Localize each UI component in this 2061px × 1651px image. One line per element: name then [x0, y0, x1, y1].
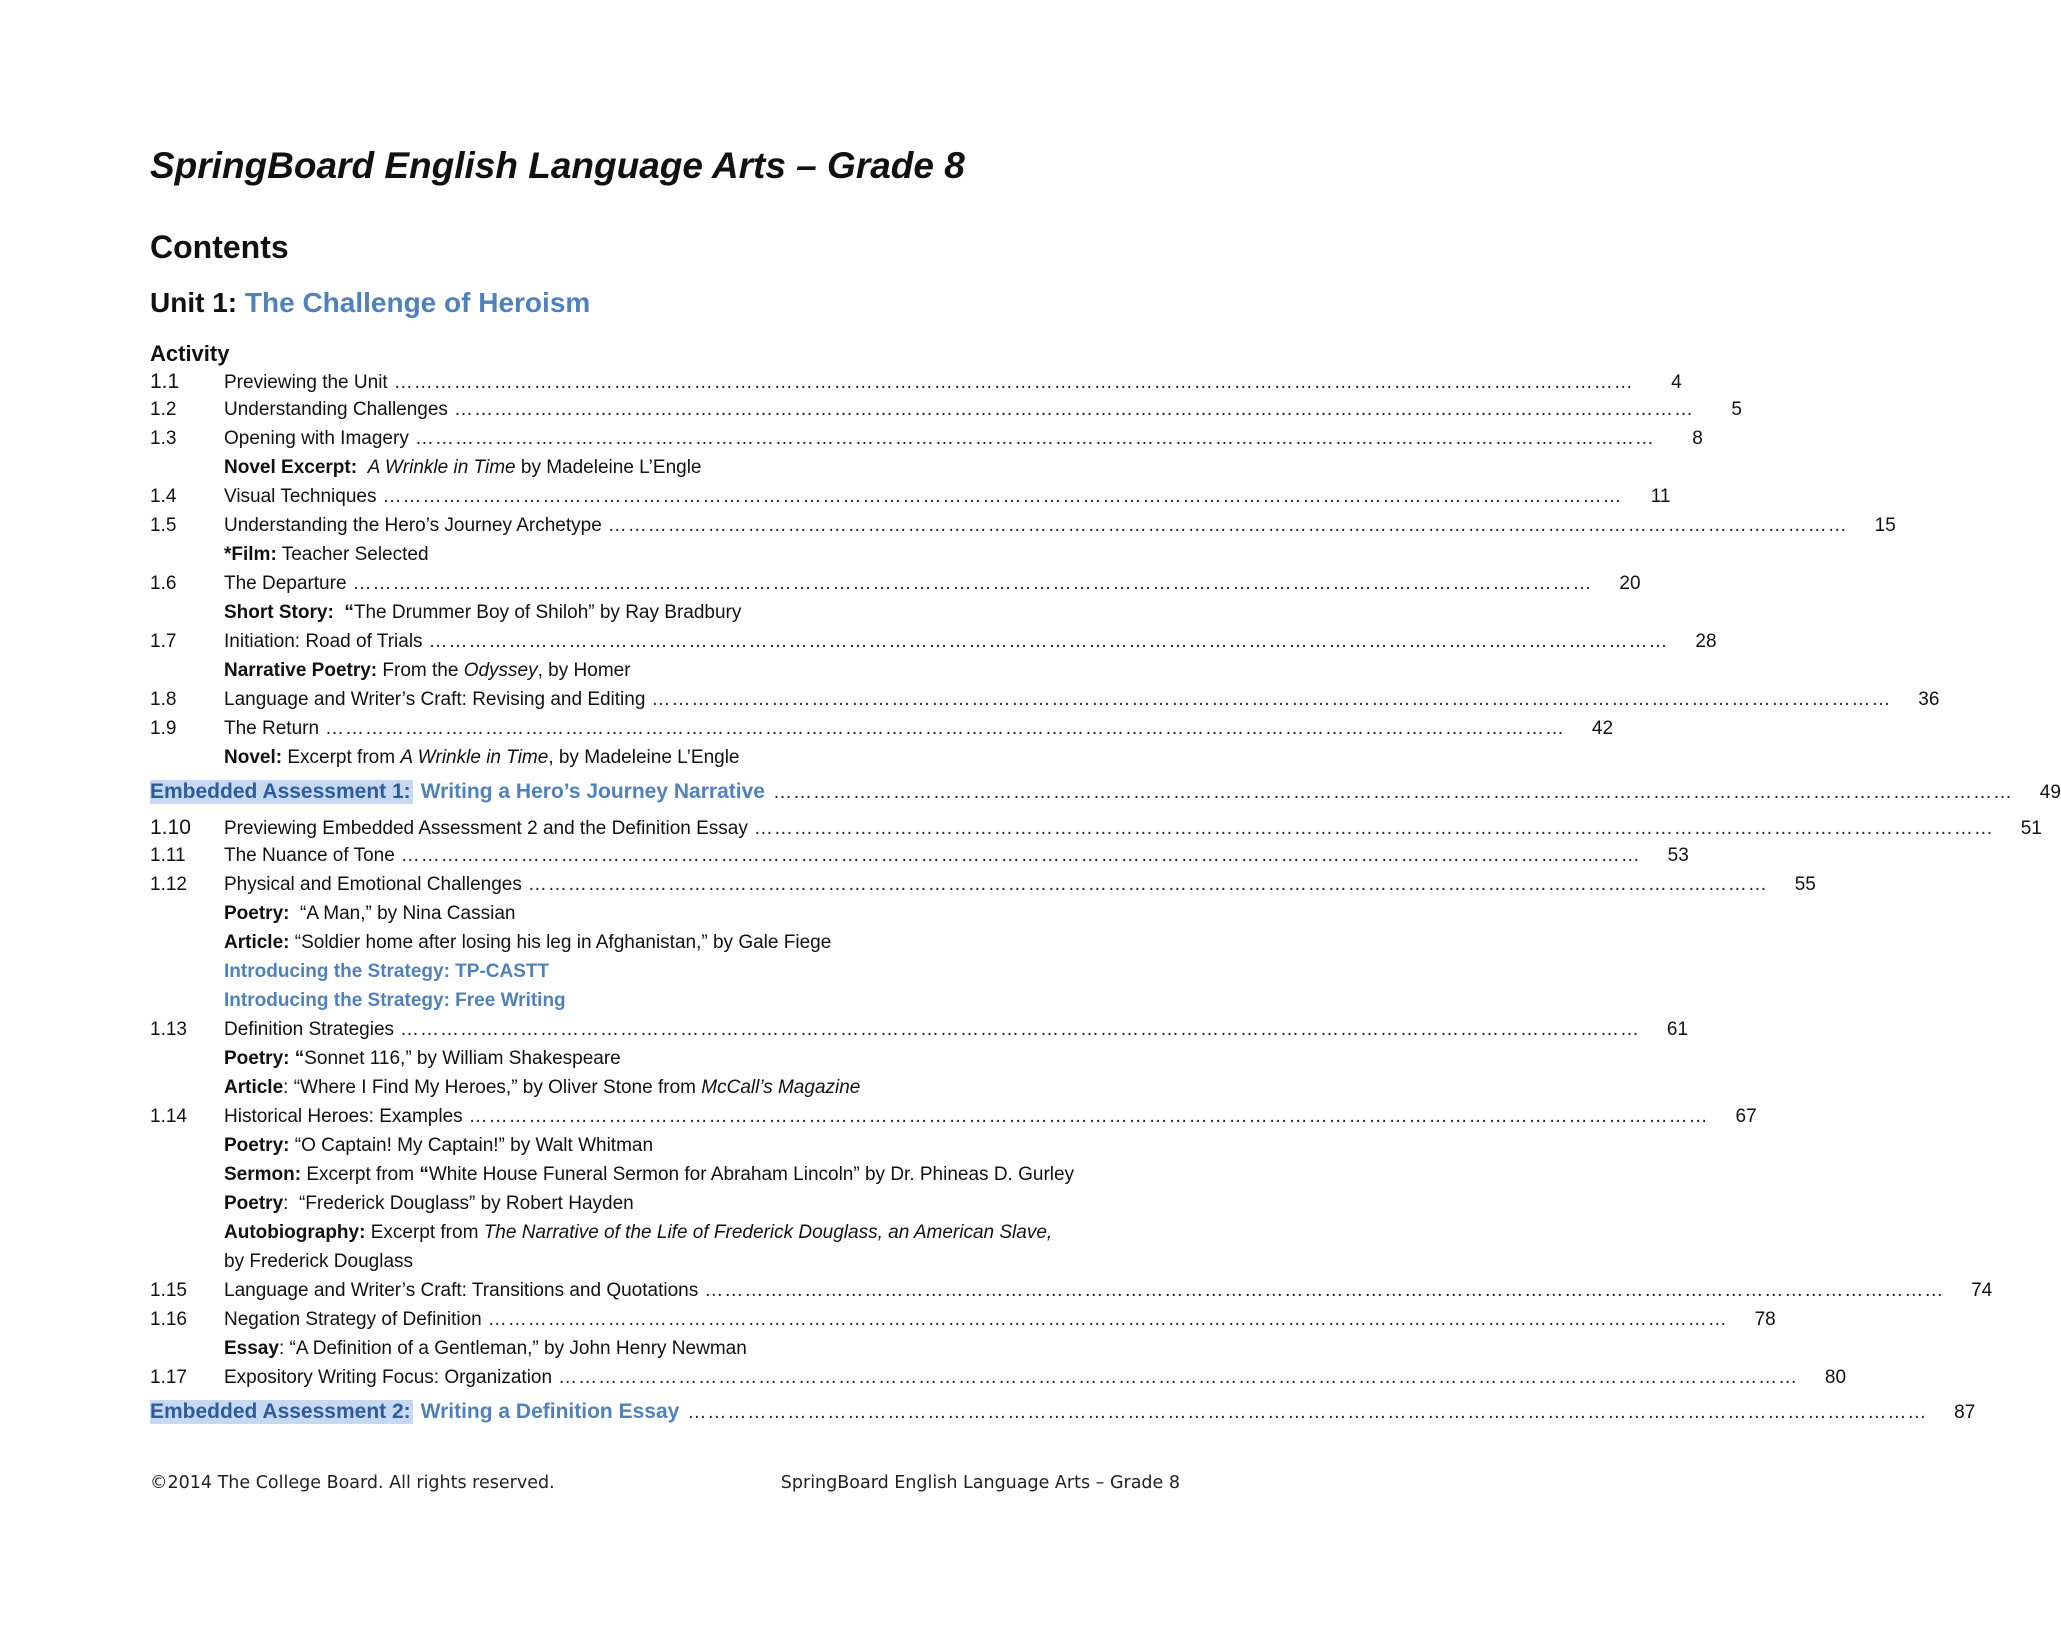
toc-entry-1-14[interactable] [150, 1106, 1757, 1135]
page-number: 36 [1918, 689, 1940, 710]
activity-title: The Nuance of Tone [224, 845, 395, 866]
page-number: 67 [1735, 1106, 1757, 1127]
embedded-assessment-2[interactable] [150, 1396, 1976, 1436]
genre-label: Autobiography: [224, 1222, 366, 1243]
reading-line [150, 932, 1180, 961]
work-title: A Wrinkle in Time [400, 747, 549, 768]
reading-line [150, 903, 1180, 932]
toc-entry-1-15[interactable] [150, 1280, 1993, 1309]
genre-label: Poetry: “ [224, 1048, 305, 1069]
activity-title: Understanding Challenges [224, 399, 448, 420]
embedded-assessment-title: Writing a Definition Essay [420, 1400, 680, 1423]
reading-line [150, 1135, 1180, 1164]
page-number: 15 [1874, 515, 1896, 536]
activity-label: Activity [150, 341, 230, 366]
genre-label: Article [224, 1077, 284, 1098]
toc-entry-1-16[interactable] [150, 1309, 1776, 1338]
dot-leader: …………………………………………………………………………………………………………………………………………………………………… [704, 1280, 1945, 1301]
strategy-link[interactable]: Introducing the Strategy: TP-CASTT [224, 961, 550, 982]
unit-title: The Challenge of Heroism [244, 287, 591, 318]
page-number: 20 [1619, 573, 1641, 594]
page-footer [150, 1473, 1180, 1493]
dot-leader: …………………………………………………………………………………………………………………………………………………………………… [651, 689, 1892, 710]
genre-label: Novel: [224, 747, 283, 768]
activity-number: 1.2 [150, 399, 177, 420]
activity-number: 1.14 [150, 1106, 187, 1127]
page-number: 74 [1971, 1280, 1993, 1301]
dot-leader: …………………………………………………………………………………………………………………………………………………………………… [400, 1019, 1641, 1040]
reading-line [150, 1164, 1180, 1193]
document-title: SpringBoard English Language Arts – Grade 8 [150, 145, 965, 186]
genre-label: *Film: [224, 544, 277, 565]
dot-leader: …………………………………………………………………………………………………………………………………………………………………… [400, 845, 1641, 866]
toc-entry-1-9[interactable] [150, 718, 1614, 747]
activity-title: Previewing Embedded Assessment 2 and the Definition Essay [224, 818, 748, 839]
dot-leader: …………………………………………………………………………………………………………………………………………………………………… [607, 515, 1848, 536]
footer-title: SpringBoard English Language Arts – Grade 8 [780, 1473, 1180, 1493]
page-number: 55 [1794, 874, 1816, 895]
activity-title: Historical Heroes: Examples [224, 1106, 463, 1127]
genre-label: Novel Excerpt: [224, 457, 358, 478]
dot-leader: …………………………………………………………………………………………………………………………………………………………………… [687, 1402, 1928, 1423]
reading-text: Teacher Selected [276, 544, 429, 565]
dot-leader: …………………………………………………………………………………………………………………………………………………………………… [772, 782, 2013, 803]
reading-line [150, 544, 1180, 573]
page-number: 53 [1667, 845, 1689, 866]
activity-number: 1.8 [150, 689, 177, 710]
embedded-assessment-1[interactable] [150, 776, 2061, 816]
reading-text: : “A Definition of a Gentleman,” by John Henry Newman [278, 1338, 747, 1359]
activity-title: Language and Writer’s Craft: Transitions and Quotations [224, 1280, 699, 1301]
reading-line [150, 457, 1180, 486]
genre-label: Short Story: [224, 602, 334, 623]
genre-label: Essay [224, 1338, 279, 1359]
reading-text: : “Frederick Douglass” by Robert Hayden [283, 1193, 634, 1214]
activity-number: 1.1 [150, 370, 180, 393]
dot-leader: …………………………………………………………………………………………………………………………………………………………………… [382, 486, 1623, 507]
toc-entry-1-12[interactable] [150, 874, 1816, 903]
activity-title: The Departure [224, 573, 347, 594]
reading-text: The Drummer Boy of Shiloh” by Ray Bradbury [353, 602, 742, 623]
toc-entry-1-10[interactable] [150, 816, 2042, 845]
dot-leader: …………………………………………………………………………………………………………………………………………………………………… [753, 818, 1994, 839]
activity-number: 1.11 [150, 845, 186, 866]
reading-text: “Soldier home after losing his leg in Afghanistan,” by Gale Fiege [289, 932, 832, 953]
reading-text: , by Madeleine L’Engle [548, 747, 740, 768]
reading-line [150, 602, 1180, 631]
activity-number: 1.16 [150, 1309, 187, 1330]
reading-text: Excerpt from [365, 1222, 484, 1243]
toc-entry-1-3[interactable] [150, 428, 1703, 457]
activity-title: Language and Writer’s Craft: Revising and Editing [224, 689, 646, 710]
page-number: 42 [1591, 718, 1614, 739]
page-number: 78 [1754, 1309, 1776, 1330]
reading-line [150, 1338, 1180, 1367]
activity-title: Definition Strategies [224, 1019, 395, 1040]
dot-leader: …………………………………………………………………………………………………………………………………………………………………… [453, 399, 1694, 420]
activity-title: Opening with Imagery [224, 428, 409, 449]
reading-text: “A Man,” by Nina Cassian [289, 903, 516, 924]
activity-number: 1.15 [150, 1280, 187, 1301]
genre-label: Narrative Poetry: [224, 660, 378, 681]
reading-line [150, 1077, 1180, 1106]
activity-title: Negation Strategy of Definition [224, 1309, 482, 1330]
dot-leader: …………………………………………………………………………………………………………………………………………………………………… [468, 1106, 1709, 1127]
toc-entry-1-6[interactable] [150, 573, 1641, 602]
page-number: 28 [1695, 631, 1717, 652]
activity-title: Understanding the Hero’s Journey Archetype [224, 515, 602, 536]
copyright-text: ©2014 The College Board. All rights reserved. [150, 1473, 555, 1493]
dot-leader: …………………………………………………………………………………………………………………………………………………………………… [352, 573, 1593, 594]
toc-entry-1-5[interactable] [150, 515, 1896, 544]
activity-number: 1.5 [150, 515, 177, 536]
page-number: 87 [1954, 1402, 1976, 1423]
page-number: 61 [1666, 1019, 1689, 1040]
page-number: 4 [1671, 372, 1682, 393]
toc-entry-1-7[interactable] [150, 631, 1717, 660]
activity-number: 1.10 [150, 816, 191, 839]
toc-entry-1-13[interactable] [150, 1019, 1689, 1048]
unit-heading [150, 287, 590, 319]
genre-label: Poetry: [224, 1135, 290, 1156]
genre-label: Sermon: [224, 1164, 302, 1185]
reading-line [150, 1048, 1180, 1077]
dot-leader: …………………………………………………………………………………………………………………………………………………………………… [428, 631, 1669, 652]
activity-number: 1.9 [150, 718, 177, 739]
dot-leader: …………………………………………………………………………………………………………………………………………………………………… [558, 1367, 1799, 1388]
reading-line [150, 1193, 1180, 1222]
genre-label: Poetry: [224, 903, 290, 924]
page-number: 49 [2039, 782, 2061, 803]
reading-line [150, 660, 1180, 689]
dot-leader: …………………………………………………………………………………………………………………………………………………………………… [393, 372, 1634, 393]
toc-entry-1-8[interactable] [150, 689, 1940, 718]
activity-title: Initiation: Road of Trials [224, 631, 423, 652]
page-number: 11 [1650, 486, 1671, 507]
work-title: The Narrative of the Life of Frederick Douglass, an American Slave, [483, 1222, 1053, 1243]
reading-line [150, 747, 1180, 776]
reading-text: by Frederick Douglass [224, 1251, 414, 1272]
dot-leader: …………………………………………………………………………………………………………………………………………………………………… [487, 1309, 1728, 1330]
reading-text: “O Captain! My Captain!” by Walt Whitman [289, 1135, 654, 1156]
reading-text: Sonnet 116,” by William Shakespeare [304, 1048, 621, 1069]
embedded-assessment-title: Writing a Hero’s Journey Narrative [420, 780, 765, 803]
genre-label: Article: [224, 932, 290, 953]
reading-text: by Madeleine L’Engle [515, 457, 702, 478]
reading-text: , by Homer [537, 660, 631, 681]
activity-number: 1.3 [150, 428, 177, 449]
strategy-link[interactable]: Introducing the Strategy: Free Writing [224, 990, 566, 1011]
dot-leader: …………………………………………………………………………………………………………………………………………………………………… [325, 718, 1566, 739]
reading-text: Excerpt from [282, 747, 401, 768]
work-title: McCall’s Magazine [701, 1077, 861, 1098]
activity-title: Expository Writing Focus: Organization [224, 1367, 553, 1388]
dot-leader: …………………………………………………………………………………………………………………………………………………………………… [414, 428, 1655, 449]
toc-entry-1-17[interactable] [150, 1367, 1847, 1396]
reading-text: : “Where I Find My Heroes,” by Oliver Stone from [283, 1077, 702, 1098]
work-title: A Wrinkle in Time [367, 457, 516, 478]
contents-heading: Contents [150, 229, 289, 265]
activity-number: 1.4 [150, 486, 177, 507]
embedded-assessment-label: Embedded Assessment 2: [150, 1400, 411, 1423]
activity-title: The Return [224, 718, 320, 739]
genre-label: Poetry [224, 1193, 284, 1214]
table-of-contents [150, 370, 2061, 1436]
reading-text: White House Funeral Sermon for Abraham Lincoln” by Dr. Phineas D. Gurley [428, 1164, 1075, 1185]
page-number: 80 [1824, 1367, 1847, 1388]
open-quote: “ [419, 1164, 429, 1185]
page-number: 5 [1731, 399, 1742, 420]
dot-leader: …………………………………………………………………………………………………………………………………………………………………… [527, 874, 1768, 895]
activity-title: Physical and Emotional Challenges [224, 874, 522, 895]
activity-number: 1.7 [150, 631, 177, 652]
activity-title: Previewing the Unit [224, 372, 388, 393]
open-quote: “ [344, 602, 354, 623]
activity-number: 1.17 [150, 1367, 187, 1388]
reading-line [150, 1222, 1180, 1251]
work-title: Odyssey [463, 660, 538, 681]
activity-title: Visual Techniques [224, 486, 377, 507]
toc-entry-1-1[interactable] [150, 370, 1682, 399]
unit-prefix: Unit 1: [150, 287, 245, 318]
activity-number: 1.13 [150, 1019, 187, 1040]
activity-number: 1.12 [150, 874, 187, 895]
toc-entry-1-4[interactable] [150, 486, 1671, 515]
reading-text: Excerpt from [301, 1164, 420, 1185]
embedded-assessment-label: Embedded Assessment 1: [150, 780, 411, 803]
reading-line [150, 1251, 1180, 1280]
activity-number: 1.6 [150, 573, 177, 594]
toc-entry-1-2[interactable] [150, 399, 1742, 428]
toc-entry-1-11[interactable] [150, 845, 1689, 874]
page-number: 8 [1692, 428, 1703, 449]
reading-text: From the [377, 660, 464, 681]
page-number: 51 [2020, 818, 2042, 839]
